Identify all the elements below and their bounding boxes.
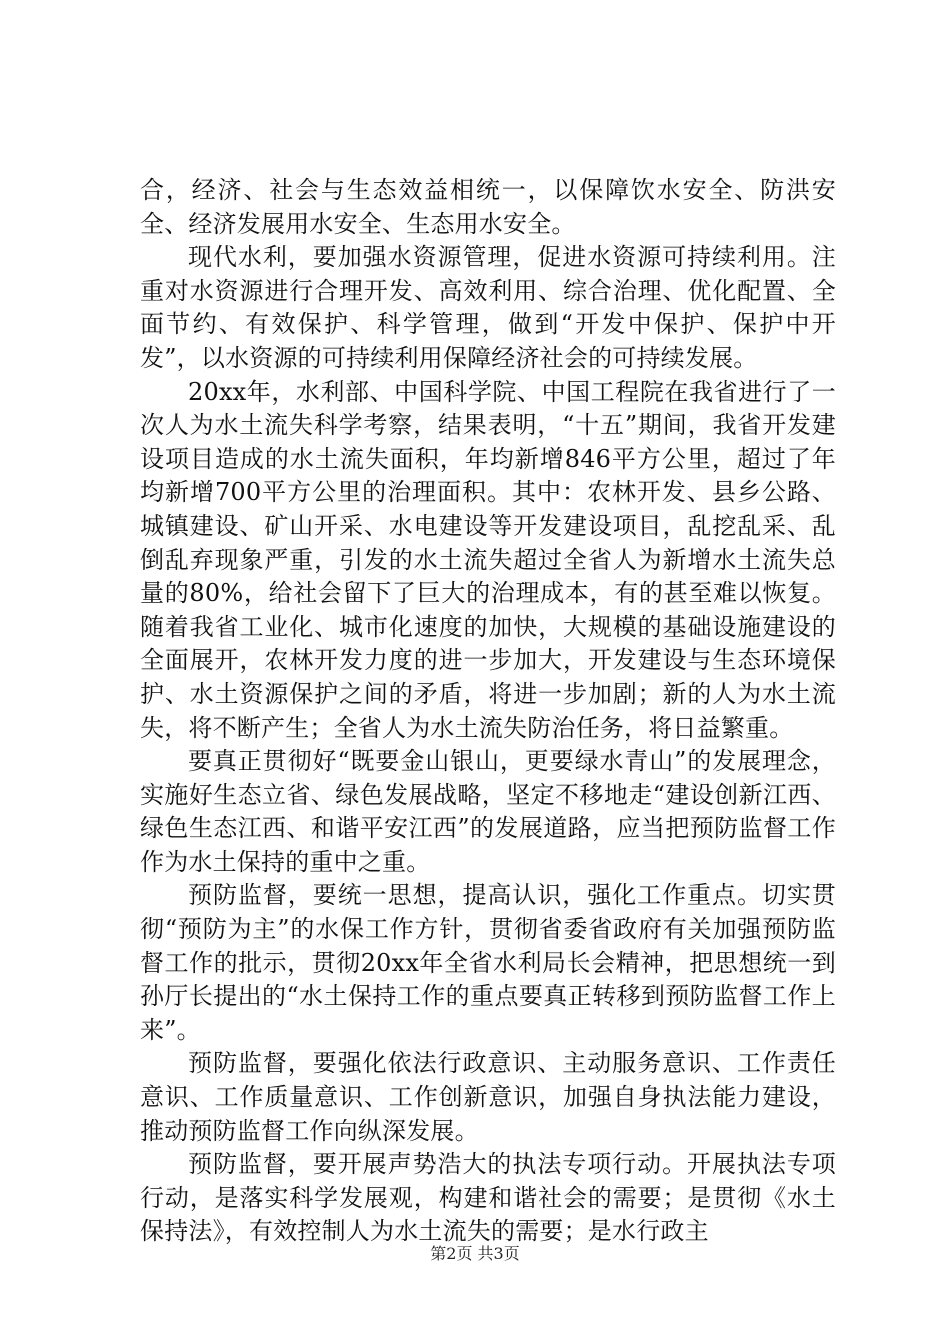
paragraph-strengthen-awareness: 预防监督，要强化依法行政意识、主动服务意识、工作责任意识、工作质量意识、工作创新意识，加强自身执法能力建设，推动预防监督工作向纵深发展。 [140,1049,836,1145]
paragraph-modern-water-conservancy: 现代水利，要加强水资源管理，促进水资源可持续利用。注重对水资源进行合理开发、高效利用、综合治理、优化配置、全面节约、有效保护、科学管理，做到“开发中保护、保护中开发”，以水资源的可持续利用保障经济社会的可持续发展。 [140,243,836,372]
paragraph-development-concept: 要真正贯彻好“既要金山银山，更要绿水青山”的发展理念，实施好生态立省、绿色发展战略，坚定不移地走“建设创新江西、绿色生态江西、和谐平安江西”的发展道路，应当把预防监督工作作为水土保持的重中之重。 [140,747,836,876]
paragraph-continuation: 合，经济、社会与生态效益相统一，以保障饮水安全、防洪安全、经济发展用水安全、生态用水安全。 [140,176,836,238]
paragraph-soil-erosion-survey: 20xx年，水利部、中国科学院、中国工程院在我省进行了一次人为水土流失科学考察，结果表明，“十五”期间，我省开发建设项目造成的水土流失面积，年均新增846平方公里，超过了年均新增700平方公里的治理面积。其中：农林开发、县乡公路、城镇建设、矿山开采、水电建设等开发建设项目，乱挖乱采、乱倒乱弃现象严重，引发的水土流失超过全省人为新增水土流失总量的80%，给社会留下了巨大的治理成本，有的甚至难以恢复。随着我省工业化、城市化速度的加快，大规模的基础设施建设的全面展开，农林开发力度的进一步加大，开发建设与生态环境保护、水土资源保护之间的矛盾，将进一步加剧；新的人为水土流失，将不断产生；全省人为水土流失防治任务，将日益繁重。 [140,377,836,742]
document-body [140,174,836,1249]
page-number-label: 第2页 共3页 [430,1244,520,1263]
paragraph-unify-thinking: 预防监督，要统一思想，提高认识，强化工作重点。切实贯彻“预防为主”的水保工作方针，贯彻省委省政府有关加强预防监督工作的批示，贯彻20xx年全省水利局长会精神，把思想统一到孙厅长提出的“水土保持工作的重点要真正转移到预防监督工作上来”。 [140,881,836,1044]
paragraph-enforcement-action: 预防监督，要开展声势浩大的执法专项行动。开展执法专项行动，是落实科学发展观，构建和谐社会的需要；是贯彻《水土保持法》，有效控制人为水土流失的需要；是水行政主 [140,1150,836,1246]
page-footer [0,1244,950,1264]
